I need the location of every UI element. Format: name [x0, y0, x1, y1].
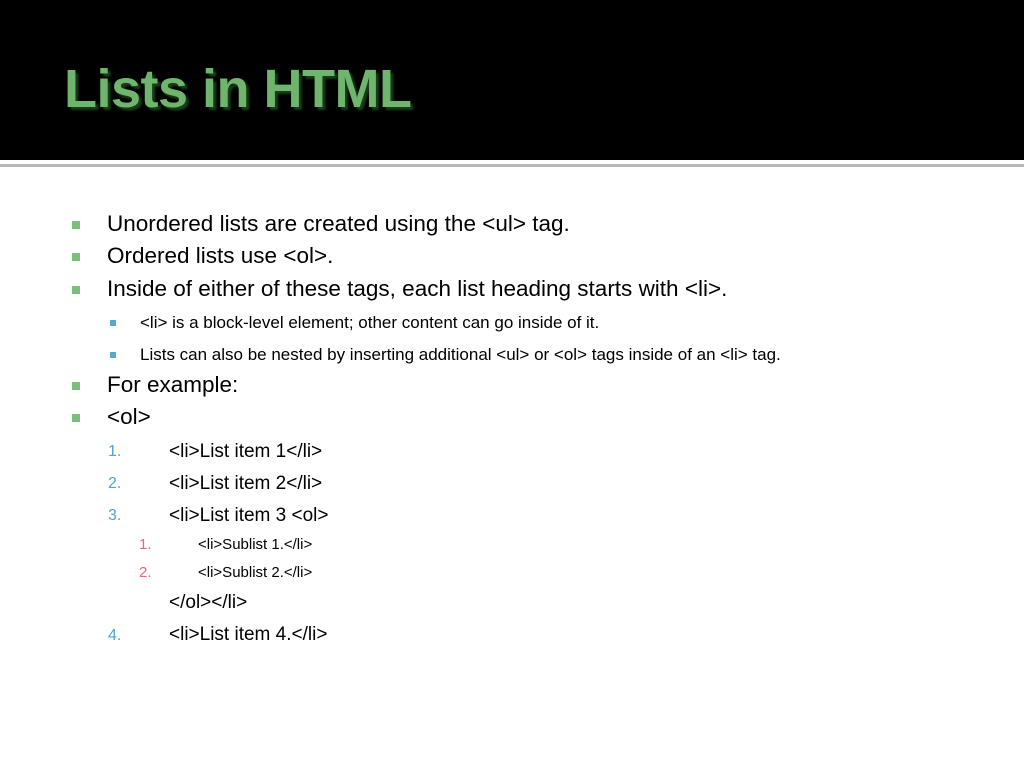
- sub-bullet-square-icon: [110, 352, 116, 358]
- bullet-text: For example:: [107, 372, 239, 397]
- list-number: 4.: [108, 627, 122, 644]
- bullet-text: Inside of either of these tags, each list heading starts with <li>.: [107, 276, 728, 301]
- list-item-text: <li>List item 1</li>: [169, 441, 323, 462]
- bullet-square-icon: [72, 382, 80, 390]
- bullet-square-icon: [72, 286, 80, 294]
- sub-bullet-text: Lists can also be nested by inserting additional <ul> or <ol> tags inside of an <li> tag.: [140, 345, 781, 364]
- bullet-text: Unordered lists are created using the <ul> tag.: [107, 211, 570, 236]
- sublist-item-text: <li>Sublist 1.</li>: [198, 536, 313, 553]
- list-number: 1.: [108, 443, 122, 460]
- sublist-number: 1.: [139, 536, 152, 553]
- slide-title: Lists in HTML: [64, 59, 412, 119]
- bullet-text: <ol>: [107, 404, 151, 429]
- list-item-text: <li>List item 2</li>: [169, 473, 323, 494]
- bullet-square-icon: [72, 414, 80, 422]
- bullet-square-icon: [72, 221, 80, 229]
- sub-bullet-square-icon: [110, 320, 116, 326]
- bullet-square-icon: [72, 253, 80, 261]
- closing-line-text: </ol></li>: [169, 592, 248, 613]
- list-number: 2.: [108, 475, 122, 492]
- list-item-text: <li>List item 4.</li>: [169, 624, 328, 645]
- sublist-item-text: <li>Sublist 2.</li>: [198, 564, 313, 581]
- list-number: 3.: [108, 507, 122, 524]
- bullet-text: Ordered lists use <ol>.: [107, 243, 334, 268]
- sub-bullet-text: <li> is a block-level element; other content can go inside of it.: [140, 313, 600, 332]
- sublist-number: 2.: [139, 564, 152, 581]
- list-item-text: <li>List item 3 <ol>: [169, 505, 329, 526]
